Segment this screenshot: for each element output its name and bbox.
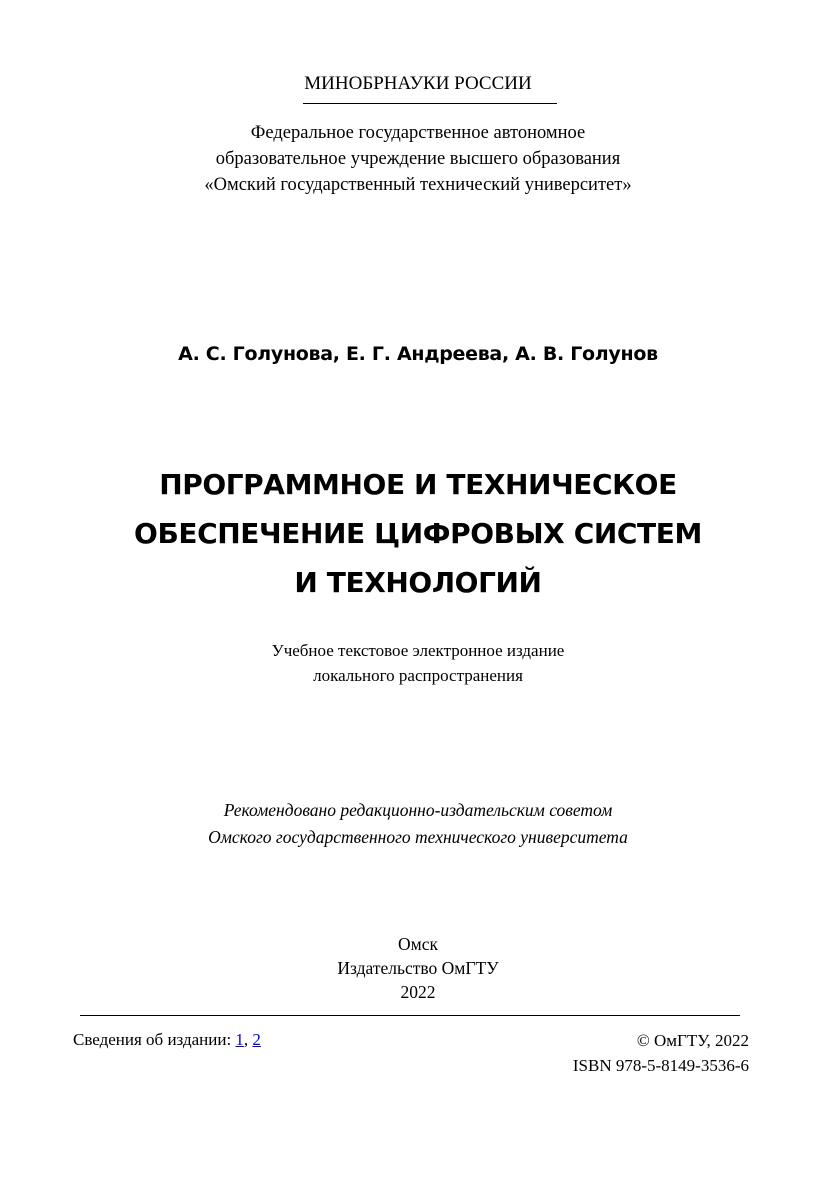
institution-line: «Омский государственный технический университет» [204,175,632,195]
edition-line: локального распространения [313,666,523,685]
recommendation-note [0,797,836,851]
edition-info [73,1028,261,1052]
footer-divider [80,1015,740,1016]
edition-info-separator: , [243,1030,253,1049]
ministry-divider [303,103,557,104]
recommendation-line: Рекомендовано редакционно-издательским советом [223,800,613,820]
recommendation-line: Омского государственного технического университета [208,827,628,847]
imprint-year: 2022 [400,982,436,1002]
institution-name [0,120,836,198]
edition-info-label: Сведения об издании: [73,1030,236,1049]
edition-line: Учебное текстовое электронное издание [271,641,565,660]
title-line: ПРОГРАММНОЕ И ТЕХНИЧЕСКОЕ [159,468,677,501]
ministry-name [0,72,836,96]
edition-type [0,638,836,688]
book-title [0,460,836,607]
title-line: И ТЕХНОЛОГИЙ [294,566,542,599]
isbn: ISBN 978-5-8149-3536-6 [572,1056,749,1075]
institution-line: Федеральное государственное автономное [250,123,586,143]
ministry-label: МИНОБРНАУКИ РОССИИ [304,73,532,94]
imprint-city: Омск [398,934,438,954]
title-line: ОБЕСПЕЧЕНИЕ ЦИФРОВЫХ СИСТЕМ [134,517,702,550]
copyright-notice: © ОмГТУ, 2022 [636,1031,749,1050]
institution-line: образовательное учреждение высшего образования [215,149,621,169]
edition-info-link-2[interactable]: 2 [252,1030,261,1049]
edition-info-link-1[interactable]: 1 [235,1030,244,1049]
authors: А. С. Голунова, Е. Г. Андреева, А. В. Голунов [178,343,658,365]
imprint [0,932,836,1004]
imprint-publisher: Издательство ОмГТУ [337,958,499,978]
publication-identifiers [573,1028,749,1078]
